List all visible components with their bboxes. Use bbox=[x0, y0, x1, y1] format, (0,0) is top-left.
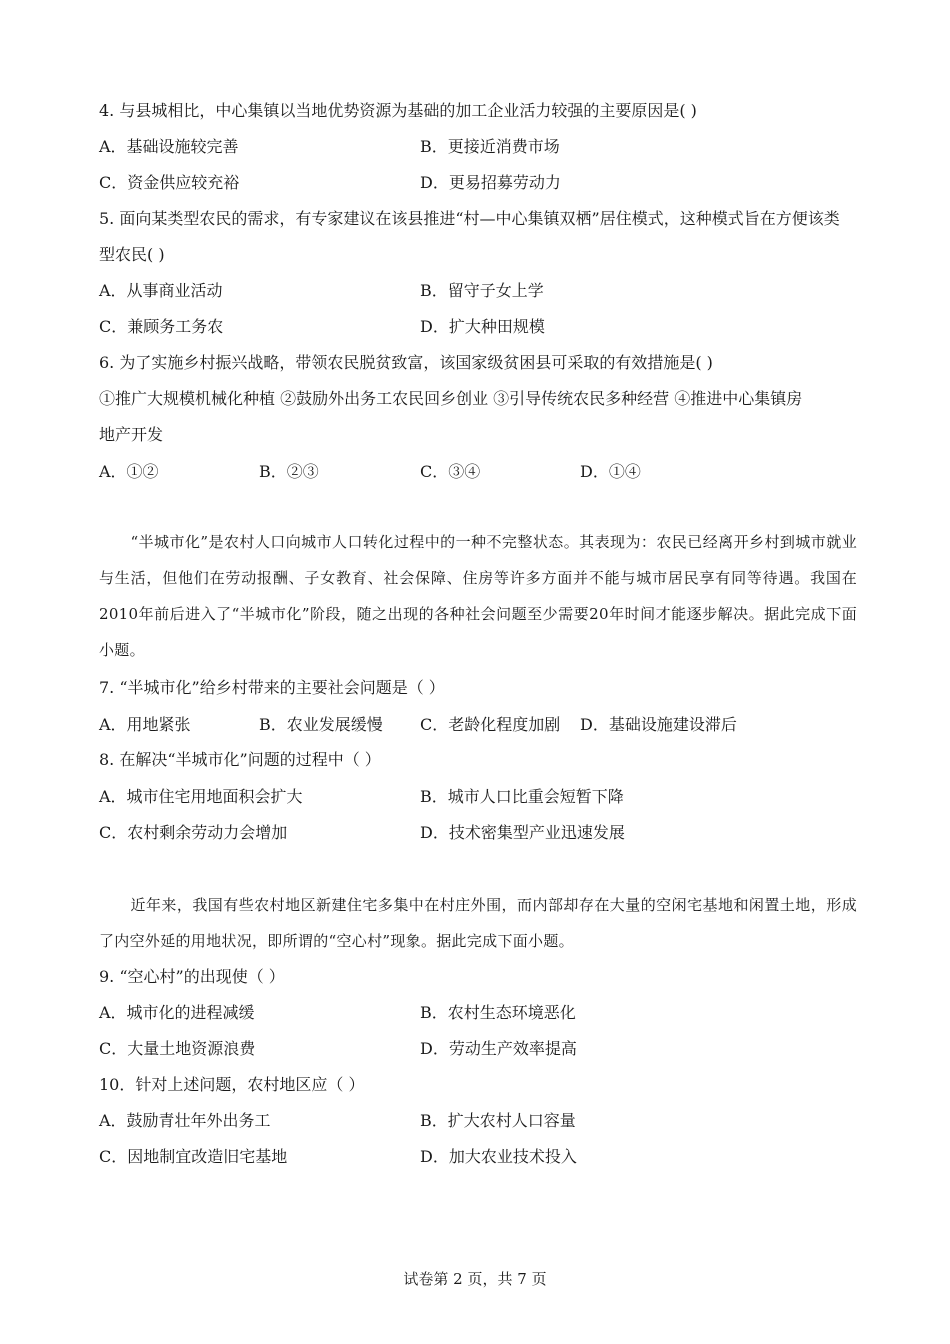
question-7-option-b: B．农业发展缓慢 bbox=[259, 715, 383, 734]
question-8-option-a: A．城市住宅用地面积会扩大 bbox=[99, 787, 303, 806]
question-4-option-c: C．资金供应较充裕 bbox=[99, 173, 240, 192]
question-7-option-d: D．基础设施建设滞后 bbox=[580, 715, 737, 734]
question-4-stem: 4. 与县城相比，中心集镇以当地优势资源为基础的加工企业活力较强的主要原因是( ) bbox=[99, 101, 697, 120]
question-10-option-c: C．因地制宜改造旧宅基地 bbox=[99, 1147, 288, 1166]
question-9-option-c: C．大量土地资源浪费 bbox=[99, 1039, 256, 1058]
page-footer: 试卷第 2 页，共 7 页 bbox=[403, 1270, 547, 1288]
question-10-option-d: D．加大农业技术投入 bbox=[420, 1147, 577, 1166]
question-7-stem: 7. “半城市化”给乡村带来的主要社会问题是（ ） bbox=[99, 678, 445, 697]
question-7-option-a: A．用地紧张 bbox=[99, 715, 191, 734]
passage-semi-urbanization: “半城市化”是农村人口向城市人口转化过程中的一种不完整状态。其表现为：农民已经离开乡村到城市就业与生活，但他们在劳动报酬、子女教育、社会保障、住房等许多方面并不能与城市居民享有同等待遇。我国在2010年前后进入了“半城市化”阶段，随之出现的各种社会问题至少需要20年时间才能逐步解决。据此完成下面小题。 bbox=[99, 533, 857, 659]
question-5-stem-line2: 型农民( ) bbox=[99, 245, 165, 264]
question-6-stem: 6. 为了实施乡村振兴战略，带领农民脱贫致富，该国家级贫困县可采取的有效措施是( ) bbox=[99, 353, 713, 372]
question-5-option-a: A．从事商业活动 bbox=[99, 281, 223, 300]
question-6-option-c: C．③④ bbox=[420, 462, 481, 481]
question-8-stem: 8. 在解决“半城市化”问题的过程中（ ） bbox=[99, 750, 381, 769]
question-5-option-d: D．扩大种田规模 bbox=[420, 317, 545, 336]
question-5-option-c: C．兼顾务工务农 bbox=[99, 317, 224, 336]
question-4-option-d: D．更易招募劳动力 bbox=[420, 173, 561, 192]
question-8-option-d: D．技术密集型产业迅速发展 bbox=[420, 823, 625, 842]
question-6-option-a: A．①② bbox=[99, 462, 159, 481]
question-6-statements-line2: 地产开发 bbox=[99, 425, 164, 444]
question-6-option-b: B．②③ bbox=[259, 462, 319, 481]
question-4-option-b: B．更接近消费市场 bbox=[420, 137, 560, 156]
question-6-option-d: D．①④ bbox=[580, 462, 641, 481]
question-10-stem: 10．针对上述问题，农村地区应（ ） bbox=[99, 1075, 365, 1094]
question-8-option-c: C．农村剩余劳动力会增加 bbox=[99, 823, 288, 842]
question-4-option-a: A．基础设施较完善 bbox=[99, 137, 239, 156]
question-9-stem: 9. “空心村”的出现使（ ） bbox=[99, 967, 285, 986]
question-7-option-c: C．老龄化程度加剧 bbox=[420, 715, 561, 734]
passage-hollow-village: 近年来，我国有些农村地区新建住宅多集中在村庄外围，而内部却存在大量的空闲宅基地和闲置土地，形成了内空外延的用地状况，即所谓的“空心村”现象。据此完成下面小题。 bbox=[99, 896, 857, 950]
question-8-option-b: B．城市人口比重会短暂下降 bbox=[420, 787, 624, 806]
question-10-option-b: B．扩大农村人口容量 bbox=[420, 1111, 576, 1130]
question-5-stem-line1: 5. 面向某类型农民的需求，有专家建议在该县推进“村—中心集镇双栖”居住模式，这种模式旨在方便该类 bbox=[99, 209, 840, 228]
question-5-option-b: B．留守子女上学 bbox=[420, 281, 544, 300]
question-9-option-b: B．农村生态环境恶化 bbox=[420, 1003, 576, 1022]
question-9-option-d: D．劳动生产效率提高 bbox=[420, 1039, 577, 1058]
question-9-option-a: A．城市化的进程减缓 bbox=[99, 1003, 255, 1022]
question-10-option-a: A．鼓励青壮年外出务工 bbox=[99, 1111, 271, 1130]
question-6-statements-line1: ①推广大规模机械化种植 ②鼓励外出务工农民回乡创业 ③引导传统农民多种经营 ④推进中心集镇房 bbox=[99, 389, 803, 408]
